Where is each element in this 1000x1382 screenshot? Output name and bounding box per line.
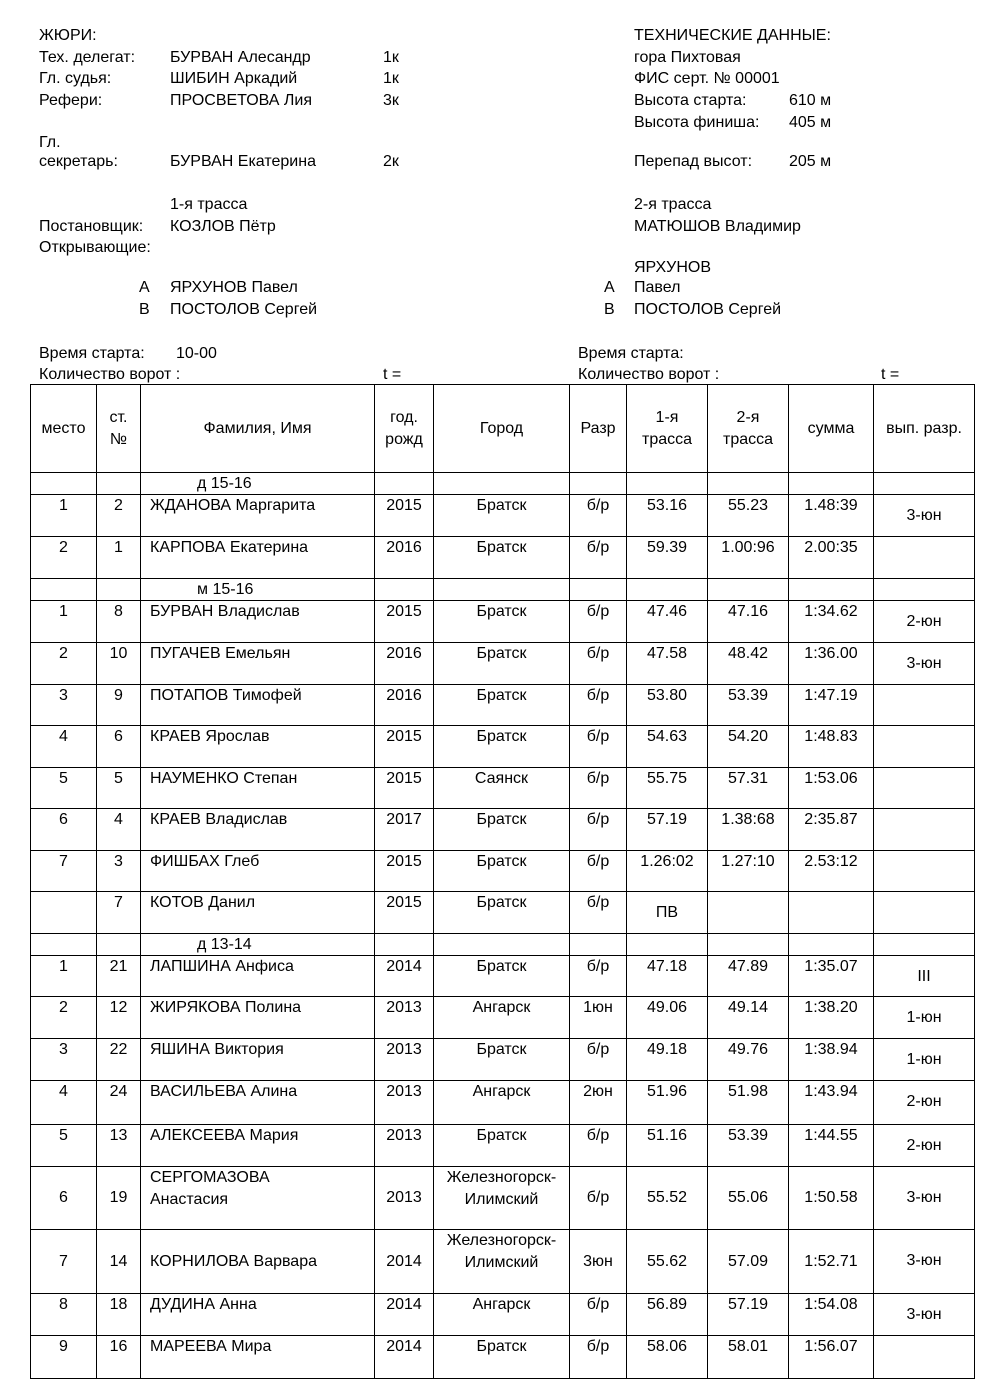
course2-title: 2-я трасса xyxy=(634,196,712,213)
cell-bib: 12 xyxy=(97,997,141,1039)
cell-year: 2016 xyxy=(375,685,434,726)
table-cell-empty xyxy=(434,934,570,956)
cell-name: БУРВАН Владислав xyxy=(141,601,375,643)
header-run1: 1-я трасса xyxy=(627,385,708,473)
cell-name: ПОТАПОВ Тимофей xyxy=(141,685,375,726)
cell-city: Ангарск xyxy=(434,1081,570,1125)
table-cell-empty xyxy=(570,934,627,956)
table-row xyxy=(31,601,975,643)
cell-total: 1:34.62 xyxy=(789,601,874,643)
cell-rank: б/р xyxy=(570,601,627,643)
cell-run1: 56.89 xyxy=(627,1294,708,1336)
cell-run1: 55.52 xyxy=(627,1167,708,1230)
course1-t-label: t = xyxy=(383,366,402,383)
cell-place: 1 xyxy=(31,495,97,537)
cell-place: 2 xyxy=(31,537,97,579)
table-row xyxy=(31,685,975,726)
cell-run1: 47.18 xyxy=(627,956,708,997)
course1-opener-a-label: А xyxy=(139,279,150,296)
cell-bib: 18 xyxy=(97,1294,141,1336)
cell-run2: 47.16 xyxy=(708,601,789,643)
start-height-value: 610 м xyxy=(789,92,832,109)
header-city: Город xyxy=(434,385,570,473)
group-row xyxy=(31,473,975,495)
cell-achieved xyxy=(874,892,975,934)
cell-run2: 47.89 xyxy=(708,956,789,997)
cell-run2: 57.19 xyxy=(708,1294,789,1336)
table-row xyxy=(31,1336,975,1379)
cell-year: 2017 xyxy=(375,809,434,851)
table-cell-empty xyxy=(874,579,975,601)
secretary-category: 2к xyxy=(383,153,399,170)
cell-total: 2.53:12 xyxy=(789,851,874,892)
cell-place xyxy=(31,892,97,934)
cell-run2: 58.01 xyxy=(708,1336,789,1379)
cell-place: 7 xyxy=(31,1230,97,1294)
table-row xyxy=(31,997,975,1039)
cell-run1: 47.46 xyxy=(627,601,708,643)
jury-title: ЖЮРИ: xyxy=(39,27,97,44)
jury-category: 3к xyxy=(383,92,399,109)
jury-name: ПРОСВЕТОВА Лия xyxy=(170,92,313,109)
jury-role: Рефери: xyxy=(39,92,103,109)
tech-fis: ФИС серт. № 00001 xyxy=(634,70,780,87)
cell-rank: б/р xyxy=(570,768,627,809)
table-cell-empty xyxy=(627,579,708,601)
table-cell-empty xyxy=(375,934,434,956)
cell-run2: 48.42 xyxy=(708,643,789,685)
cell-rank: б/р xyxy=(570,1125,627,1167)
cell-total: 1:35.07 xyxy=(789,956,874,997)
cell-place: 2 xyxy=(31,997,97,1039)
cell-achieved: 3-юн xyxy=(874,643,975,685)
table-row xyxy=(31,768,975,809)
cell-total: 1.48:39 xyxy=(789,495,874,537)
table-row xyxy=(31,537,975,579)
cell-city: Железногорск- Илимский xyxy=(434,1230,570,1294)
cell-rank: 3юн xyxy=(570,1230,627,1294)
cell-run2: 53.39 xyxy=(708,1125,789,1167)
table-cell-empty xyxy=(570,579,627,601)
course2-opener-a-line2: Павел xyxy=(634,279,681,296)
openers-label: Открывающие: xyxy=(39,239,151,256)
cell-place: 7 xyxy=(31,851,97,892)
jury-name: БУРВАН Алесандр xyxy=(170,49,311,66)
height-diff-value: 205 м xyxy=(789,153,832,170)
cell-city: Братск xyxy=(434,643,570,685)
cell-run2: 49.76 xyxy=(708,1039,789,1081)
course1-opener-b-label: В xyxy=(139,301,150,318)
cell-total: 1:47.19 xyxy=(789,685,874,726)
cell-rank: б/р xyxy=(570,892,627,934)
cell-name: КАРПОВА Екатерина xyxy=(141,537,375,579)
cell-run2: 51.98 xyxy=(708,1081,789,1125)
cell-achieved xyxy=(874,726,975,768)
jury-name: ШИБИН Аркадий xyxy=(170,70,298,87)
table-cell-empty xyxy=(434,473,570,495)
table-cell-empty xyxy=(97,934,141,956)
finish-height-label: Высота финиша: xyxy=(634,114,760,131)
cell-achieved: 3-юн xyxy=(874,1294,975,1336)
cell-year: 2015 xyxy=(375,851,434,892)
cell-place: 5 xyxy=(31,1125,97,1167)
cell-city: Ангарск xyxy=(434,1294,570,1336)
course1-title: 1-я трасса xyxy=(170,196,248,213)
course1-opener-a: ЯРХУНОВ Павел xyxy=(170,279,298,296)
cell-achieved: 3-юн xyxy=(874,1167,975,1230)
cell-name: ЯШИНА Виктория xyxy=(141,1039,375,1081)
cell-city: Братск xyxy=(434,1039,570,1081)
table-cell-empty xyxy=(31,934,97,956)
cell-run1: 1.26:02 xyxy=(627,851,708,892)
cell-name: ФИШБАХ Глеб xyxy=(141,851,375,892)
cell-city: Саянск xyxy=(434,768,570,809)
cell-achieved xyxy=(874,851,975,892)
cell-name: КРАЕВ Владислав xyxy=(141,809,375,851)
cell-year: 2014 xyxy=(375,1336,434,1379)
table-row xyxy=(31,956,975,997)
table-cell-empty xyxy=(708,579,789,601)
course1-opener-b: ПОСТОЛОВ Сергей xyxy=(170,301,318,318)
cell-city: Железногорск- Илимский xyxy=(434,1167,570,1230)
cell-name: ПУГАЧЕВ Емельян xyxy=(141,643,375,685)
cell-place: 5 xyxy=(31,768,97,809)
table-row xyxy=(31,1081,975,1125)
cell-run2: 1.27:10 xyxy=(708,851,789,892)
start-height-label: Высота старта: xyxy=(634,92,747,109)
cell-run2: 57.09 xyxy=(708,1230,789,1294)
header-name: Фамилия, Имя xyxy=(141,385,375,473)
cell-run1: 49.06 xyxy=(627,997,708,1039)
cell-year: 2013 xyxy=(375,997,434,1039)
tech-title: ТЕХНИЧЕСКИЕ ДАННЫЕ: xyxy=(634,27,831,44)
course1-setter: КОЗЛОВ Пётр xyxy=(170,218,276,235)
cell-total: 1:44.55 xyxy=(789,1125,874,1167)
cell-city: Братск xyxy=(434,601,570,643)
cell-name: ЛАПШИНА Анфиса xyxy=(141,956,375,997)
cell-rank: б/р xyxy=(570,1039,627,1081)
table-cell-empty xyxy=(31,579,97,601)
group-label: д 13-14 xyxy=(141,934,375,956)
secretary-role-line2: секретарь: xyxy=(39,153,118,170)
table-cell-empty xyxy=(708,934,789,956)
cell-achieved xyxy=(874,685,975,726)
cell-run1: 55.62 xyxy=(627,1230,708,1294)
cell-run1: 47.58 xyxy=(627,643,708,685)
height-diff-label: Перепад высот: xyxy=(634,153,753,170)
cell-rank: б/р xyxy=(570,495,627,537)
table-row xyxy=(31,1167,975,1230)
cell-name: ДУДИНА Анна xyxy=(141,1294,375,1336)
cell-city: Братск xyxy=(434,956,570,997)
cell-achieved xyxy=(874,809,975,851)
cell-name: ЖИРЯКОВА Полина xyxy=(141,997,375,1039)
table-cell-empty xyxy=(789,473,874,495)
cell-bib: 22 xyxy=(97,1039,141,1081)
cell-total: 1:36.00 xyxy=(789,643,874,685)
cell-year: 2013 xyxy=(375,1081,434,1125)
cell-place: 1 xyxy=(31,956,97,997)
course2-opener-b: ПОСТОЛОВ Сергей xyxy=(634,301,782,318)
cell-name: ВАСИЛЬЕВА Алина xyxy=(141,1081,375,1125)
cell-place: 4 xyxy=(31,1081,97,1125)
cell-rank: б/р xyxy=(570,685,627,726)
cell-name: КРАЕВ Ярослав xyxy=(141,726,375,768)
group-row xyxy=(31,934,975,956)
header-run2: 2-я трасса xyxy=(708,385,789,473)
cell-bib: 8 xyxy=(97,601,141,643)
cell-achieved: III xyxy=(874,956,975,997)
cell-bib: 1 xyxy=(97,537,141,579)
cell-city: Братск xyxy=(434,726,570,768)
cell-rank: б/р xyxy=(570,643,627,685)
cell-bib: 21 xyxy=(97,956,141,997)
course2-t-label: t = xyxy=(881,366,900,383)
cell-total: 1:56.07 xyxy=(789,1336,874,1379)
table-cell-empty xyxy=(375,473,434,495)
group-label: д 15-16 xyxy=(141,473,375,495)
setter-label: Постановщик: xyxy=(39,218,144,235)
secretary-role-line1: Гл. xyxy=(39,134,61,151)
cell-place: 3 xyxy=(31,1039,97,1081)
jury-category: 1к xyxy=(383,70,399,87)
cell-achieved xyxy=(874,1336,975,1379)
cell-run1: 49.18 xyxy=(627,1039,708,1081)
cell-rank: б/р xyxy=(570,1336,627,1379)
cell-name: СЕРГОМАЗОВА Анастасия xyxy=(141,1167,375,1230)
cell-total xyxy=(789,892,874,934)
cell-run1: 55.75 xyxy=(627,768,708,809)
table-row xyxy=(31,643,975,685)
cell-city: Братск xyxy=(434,809,570,851)
cell-place: 6 xyxy=(31,1167,97,1230)
header-place: место xyxy=(31,385,97,473)
course2-opener-a-line1: ЯРХУНОВ xyxy=(634,259,712,276)
table-header-row xyxy=(31,385,975,473)
cell-achieved: 2-юн xyxy=(874,1081,975,1125)
cell-total: 1:48.83 xyxy=(789,726,874,768)
cell-achieved: 1-юн xyxy=(874,997,975,1039)
cell-rank: б/р xyxy=(570,1294,627,1336)
cell-rank: 2юн xyxy=(570,1081,627,1125)
cell-name: МАРЕЕВА Мира xyxy=(141,1336,375,1379)
cell-run1: 54.63 xyxy=(627,726,708,768)
course2-opener-a-label: А xyxy=(604,279,615,296)
cell-bib: 16 xyxy=(97,1336,141,1379)
cell-rank: б/р xyxy=(570,1167,627,1230)
course2-gates-label: Количество ворот : xyxy=(578,366,720,383)
table-cell-empty xyxy=(789,579,874,601)
cell-city: Ангарск xyxy=(434,997,570,1039)
cell-name: АЛЕКСЕЕВА Мария xyxy=(141,1125,375,1167)
header-rank: Разр xyxy=(570,385,627,473)
jury-role: Тех. делегат: xyxy=(39,49,136,66)
cell-bib: 6 xyxy=(97,726,141,768)
group-row xyxy=(31,579,975,601)
cell-year: 2015 xyxy=(375,495,434,537)
cell-year: 2015 xyxy=(375,768,434,809)
cell-achieved xyxy=(874,537,975,579)
cell-rank: б/р xyxy=(570,726,627,768)
header-achieved: вып. разр. xyxy=(874,385,975,473)
cell-achieved: 2-юн xyxy=(874,601,975,643)
cell-bib: 10 xyxy=(97,643,141,685)
cell-name: НАУМЕНКО Степан xyxy=(141,768,375,809)
cell-year: 2013 xyxy=(375,1167,434,1230)
cell-run2: 55.23 xyxy=(708,495,789,537)
cell-bib: 19 xyxy=(97,1167,141,1230)
table-row xyxy=(31,495,975,537)
cell-achieved: 2-юн xyxy=(874,1125,975,1167)
cell-bib: 7 xyxy=(97,892,141,934)
course1-gates-label: Количество ворот : xyxy=(39,366,181,383)
table-cell-empty xyxy=(97,473,141,495)
cell-run1: 58.06 xyxy=(627,1336,708,1379)
cell-run1: 59.39 xyxy=(627,537,708,579)
cell-city: Братск xyxy=(434,537,570,579)
cell-city: Братск xyxy=(434,685,570,726)
cell-place: 2 xyxy=(31,643,97,685)
cell-year: 2016 xyxy=(375,537,434,579)
cell-bib: 24 xyxy=(97,1081,141,1125)
table-cell-empty xyxy=(627,934,708,956)
course2-start-time-label: Время старта: xyxy=(578,345,684,362)
cell-year: 2014 xyxy=(375,1294,434,1336)
cell-achieved xyxy=(874,768,975,809)
cell-total: 2.00:35 xyxy=(789,537,874,579)
table-row xyxy=(31,1230,975,1294)
cell-achieved: 3-юн xyxy=(874,1230,975,1294)
cell-city: Братск xyxy=(434,495,570,537)
cell-name: КОТОВ Данил xyxy=(141,892,375,934)
table-row xyxy=(31,892,975,934)
cell-run2: 57.31 xyxy=(708,768,789,809)
cell-bib: 14 xyxy=(97,1230,141,1294)
table-cell-empty xyxy=(570,473,627,495)
cell-bib: 4 xyxy=(97,809,141,851)
cell-rank: б/р xyxy=(570,956,627,997)
cell-place: 6 xyxy=(31,809,97,851)
cell-total: 1:54.08 xyxy=(789,1294,874,1336)
cell-run1: ПВ xyxy=(627,892,708,934)
cell-year: 2013 xyxy=(375,1125,434,1167)
cell-bib: 3 xyxy=(97,851,141,892)
cell-rank: б/р xyxy=(570,851,627,892)
table-row xyxy=(31,1294,975,1336)
course1-start-time: 10-00 xyxy=(176,345,217,362)
table-cell-empty xyxy=(789,934,874,956)
cell-rank: б/р xyxy=(570,537,627,579)
jury-role: Гл. судья: xyxy=(39,70,112,87)
cell-year: 2015 xyxy=(375,601,434,643)
cell-run2: 53.39 xyxy=(708,685,789,726)
cell-run2: 1.00:96 xyxy=(708,537,789,579)
table-cell-empty xyxy=(31,473,97,495)
cell-city: Братск xyxy=(434,1336,570,1379)
cell-run2 xyxy=(708,892,789,934)
finish-height-value: 405 м xyxy=(789,114,832,131)
cell-run1: 51.16 xyxy=(627,1125,708,1167)
cell-bib: 9 xyxy=(97,685,141,726)
table-row xyxy=(31,1039,975,1081)
cell-total: 1:52.71 xyxy=(789,1230,874,1294)
table-cell-empty xyxy=(627,473,708,495)
cell-total: 1:53.06 xyxy=(789,768,874,809)
cell-rank: 1юн xyxy=(570,997,627,1039)
cell-place: 1 xyxy=(31,601,97,643)
table-row xyxy=(31,851,975,892)
table-cell-empty xyxy=(434,579,570,601)
cell-run2: 1.38:68 xyxy=(708,809,789,851)
cell-place: 4 xyxy=(31,726,97,768)
cell-run1: 53.80 xyxy=(627,685,708,726)
cell-total: 1:50.58 xyxy=(789,1167,874,1230)
course1-start-time-label: Время старта: xyxy=(39,345,145,362)
cell-bib: 5 xyxy=(97,768,141,809)
table-cell-empty xyxy=(874,934,975,956)
cell-run2: 49.14 xyxy=(708,997,789,1039)
course2-opener-b-label: В xyxy=(604,301,615,318)
cell-run1: 57.19 xyxy=(627,809,708,851)
cell-total: 1:43.94 xyxy=(789,1081,874,1125)
cell-run2: 54.20 xyxy=(708,726,789,768)
tech-mountain: гора Пихтовая xyxy=(634,49,741,66)
header-year: год. рожд xyxy=(375,385,434,473)
cell-year: 2015 xyxy=(375,726,434,768)
table-cell-empty xyxy=(708,473,789,495)
cell-year: 2014 xyxy=(375,956,434,997)
table-cell-empty xyxy=(874,473,975,495)
cell-name: КОРНИЛОВА Варвара xyxy=(141,1230,375,1294)
secretary-name: БУРВАН Екатерина xyxy=(170,153,316,170)
cell-achieved: 1-юн xyxy=(874,1039,975,1081)
cell-run1: 53.16 xyxy=(627,495,708,537)
cell-city: Братск xyxy=(434,851,570,892)
course2-setter: МАТЮШОВ Владимир xyxy=(634,218,801,235)
cell-place: 8 xyxy=(31,1294,97,1336)
cell-year: 2014 xyxy=(375,1230,434,1294)
header-bib: ст. № xyxy=(97,385,141,473)
cell-city: Братск xyxy=(434,892,570,934)
jury-category: 1к xyxy=(383,49,399,66)
cell-total: 2:35.87 xyxy=(789,809,874,851)
results-table xyxy=(30,384,975,1379)
table-cell-empty xyxy=(375,579,434,601)
cell-bib: 2 xyxy=(97,495,141,537)
cell-name: ЖДАНОВА Маргарита xyxy=(141,495,375,537)
cell-total: 1:38.20 xyxy=(789,997,874,1039)
cell-place: 9 xyxy=(31,1336,97,1379)
cell-rank: б/р xyxy=(570,809,627,851)
cell-year: 2015 xyxy=(375,892,434,934)
table-row xyxy=(31,1125,975,1167)
cell-year: 2013 xyxy=(375,1039,434,1081)
cell-year: 2016 xyxy=(375,643,434,685)
cell-city: Братск xyxy=(434,1125,570,1167)
cell-bib: 13 xyxy=(97,1125,141,1167)
table-row xyxy=(31,809,975,851)
cell-run2: 55.06 xyxy=(708,1167,789,1230)
header-total: сумма xyxy=(789,385,874,473)
cell-run1: 51.96 xyxy=(627,1081,708,1125)
cell-total: 1:38.94 xyxy=(789,1039,874,1081)
cell-place: 3 xyxy=(31,685,97,726)
cell-achieved: 3-юн xyxy=(874,495,975,537)
group-label: м 15-16 xyxy=(141,579,375,601)
table-row xyxy=(31,726,975,768)
table-cell-empty xyxy=(97,579,141,601)
